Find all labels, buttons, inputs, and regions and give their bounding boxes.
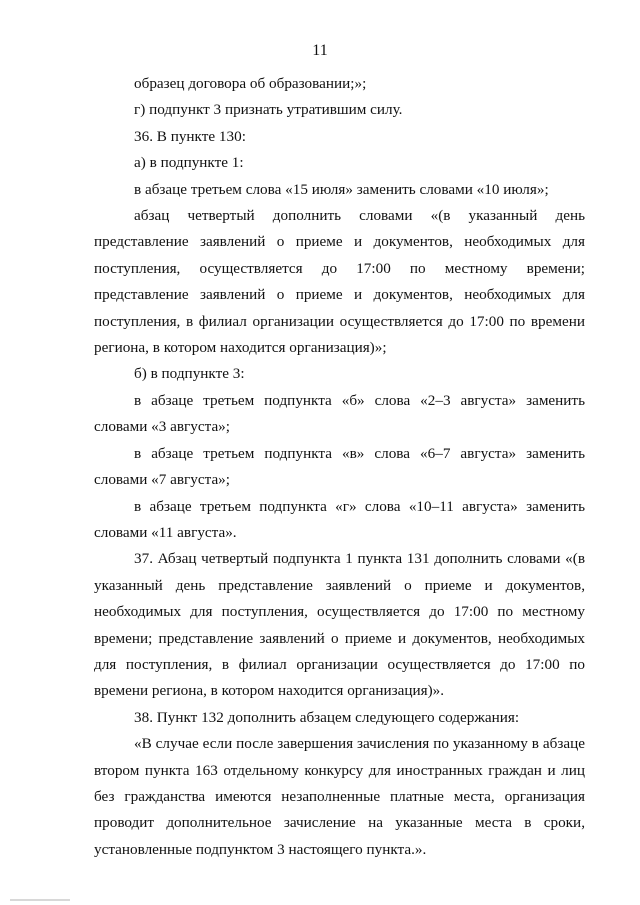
paragraph-7: б) в подпункте 3: xyxy=(134,365,245,383)
paragraph-2: г) подпункт 3 признать утратившим силу. xyxy=(134,101,403,119)
paragraph-13: «В случае если после завершения зачисления по указанному в абзаце втором пункта 163 отдельному конкурсу для иностранных граждан и лиц без гражданства имеются незаполненные платные места, организация проводит дополнительное зачисление на указанные места в сроки, установленные подпунктом 3 настоящего пункта.». xyxy=(94,735,585,858)
paragraph-8: в абзаце третьем подпункта «б» слова «2–3 августа» заменить словами «3 августа»; xyxy=(94,391,585,436)
paragraph-6: абзац четвертый дополнить словами «(в указанный день представление заявлений о приеме и документов, необходимых для поступления, осуществляется до 17:00 по местному времени; представление заявлений о приеме и документов, необходимых для поступления, в филиал организации осуществляется до 17:00 по времени региона, в котором находится организация)»; xyxy=(94,207,585,357)
paragraph-1: образец договора об образовании;»; xyxy=(134,75,367,92)
paragraph-4: а) в подпункте 1: xyxy=(134,154,244,172)
paragraph-5: в абзаце третьем слова «15 июля» заменить словами «10 июля»; xyxy=(134,180,549,198)
paragraph-3: 36. В пункте 130: xyxy=(134,127,246,145)
paragraph-10: в абзаце третьем подпункта «г» слова «10–11 августа» заменить словами «11 августа». xyxy=(94,497,585,541)
paragraph-11: 37. Абзац четвертый подпункта 1 пункта 131 дополнить словами «(в указанный день представление заявлений о приеме и документов, необходимых для поступления, осуществляется до 17:00 по местному времени; представление заявлений о приеме и документов, необходимых для поступления, в филиал организации осуществляется до 17:00 по времени региона, в котором находится организация)». xyxy=(94,550,585,700)
paragraph-12: 38. Пункт 132 дополнить абзацем следующего содержания: xyxy=(134,708,520,726)
paragraph-9: в абзаце третьем подпункта «в» слова «6–7 августа» заменить словами «7 августа»; xyxy=(94,444,585,489)
page-number: 11 xyxy=(312,42,328,59)
document-body xyxy=(94,71,585,863)
scan-artifact xyxy=(10,899,70,901)
